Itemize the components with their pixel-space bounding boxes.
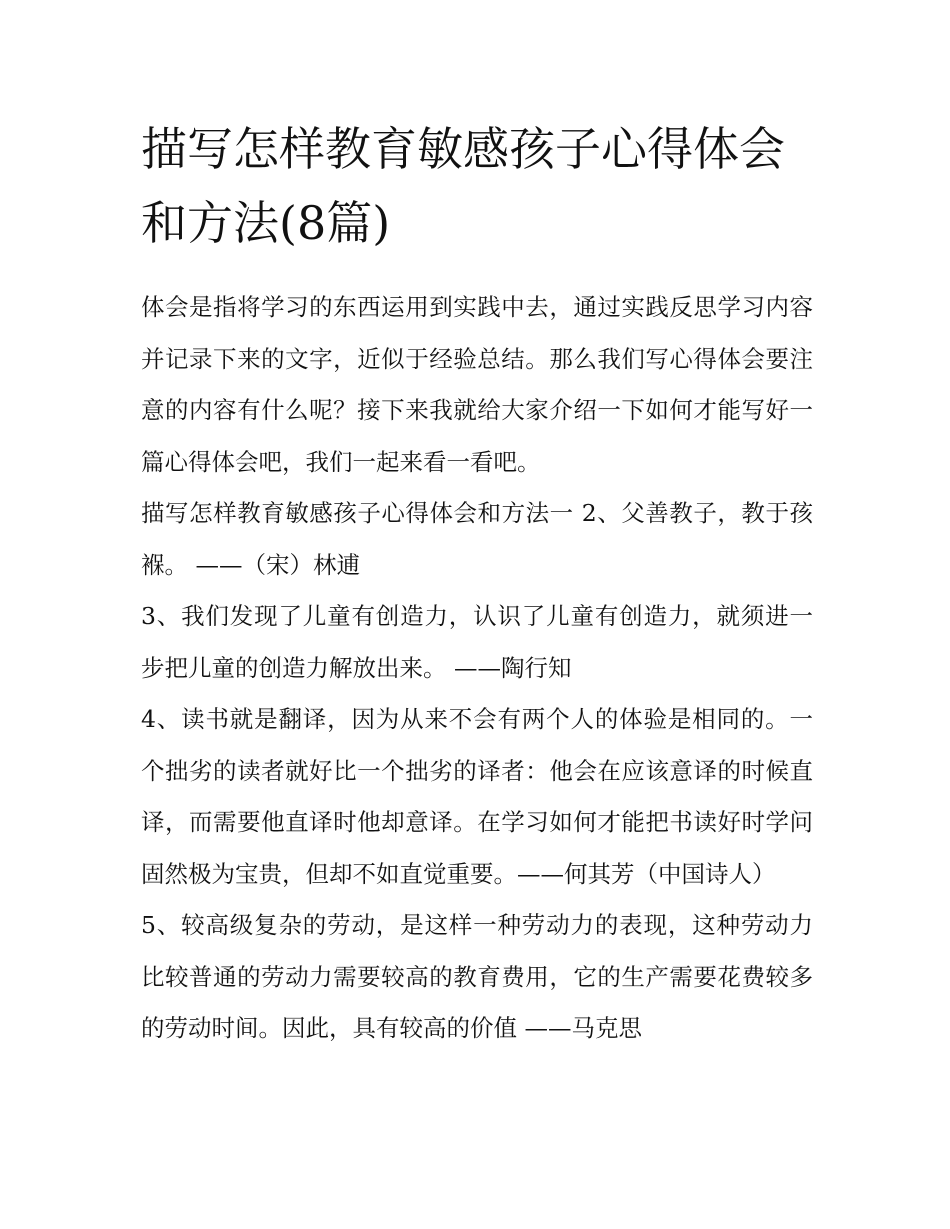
- paragraph-intro: 体会是指将学习的东西运用到实践中去，通过实践反思学习内容并记录下来的文字，近似于经验总结。那么我们写心得体会要注意的内容有什么呢？接下来我就给大家介绍一下如何才能写好一篇心得体会吧，我们一起来看一看吧。: [141, 293, 813, 476]
- document-body: [141, 112, 813, 1055]
- paragraph-quote-5: 5、较高级复杂的劳动，是这样一种劳动力的表现，这种劳动力比较普通的劳动力需要较高的教育费用，它的生产需要花费较多的劳动时间。因此，具有较高的价值 ——马克思: [141, 911, 813, 1042]
- paragraph-quote-3: 3、我们发现了儿童有创造力，认识了儿童有创造力，就须进一步把儿童的创造力解放出来。 ——陶行知: [141, 602, 813, 682]
- document-title: 描写怎样教育敏感孩子心得体会和方法(8篇): [141, 122, 785, 250]
- paragraph-quote-4: 4、读书就是翻译，因为从来不会有两个人的体验是相同的。一个拙劣的读者就好比一个拙劣的译者：他会在应该意译的时候直译，而需要他直译时他却意译。在学习如何才能把书读好时学问固然极为宝贵，但却不如直觉重要。——何其芳（中国诗人）: [141, 705, 813, 888]
- paragraph-quote-2: 描写怎样教育敏感孩子心得体会和方法一 2、父善教子，教于孩褓。 ——（宋）林逋: [141, 499, 813, 579]
